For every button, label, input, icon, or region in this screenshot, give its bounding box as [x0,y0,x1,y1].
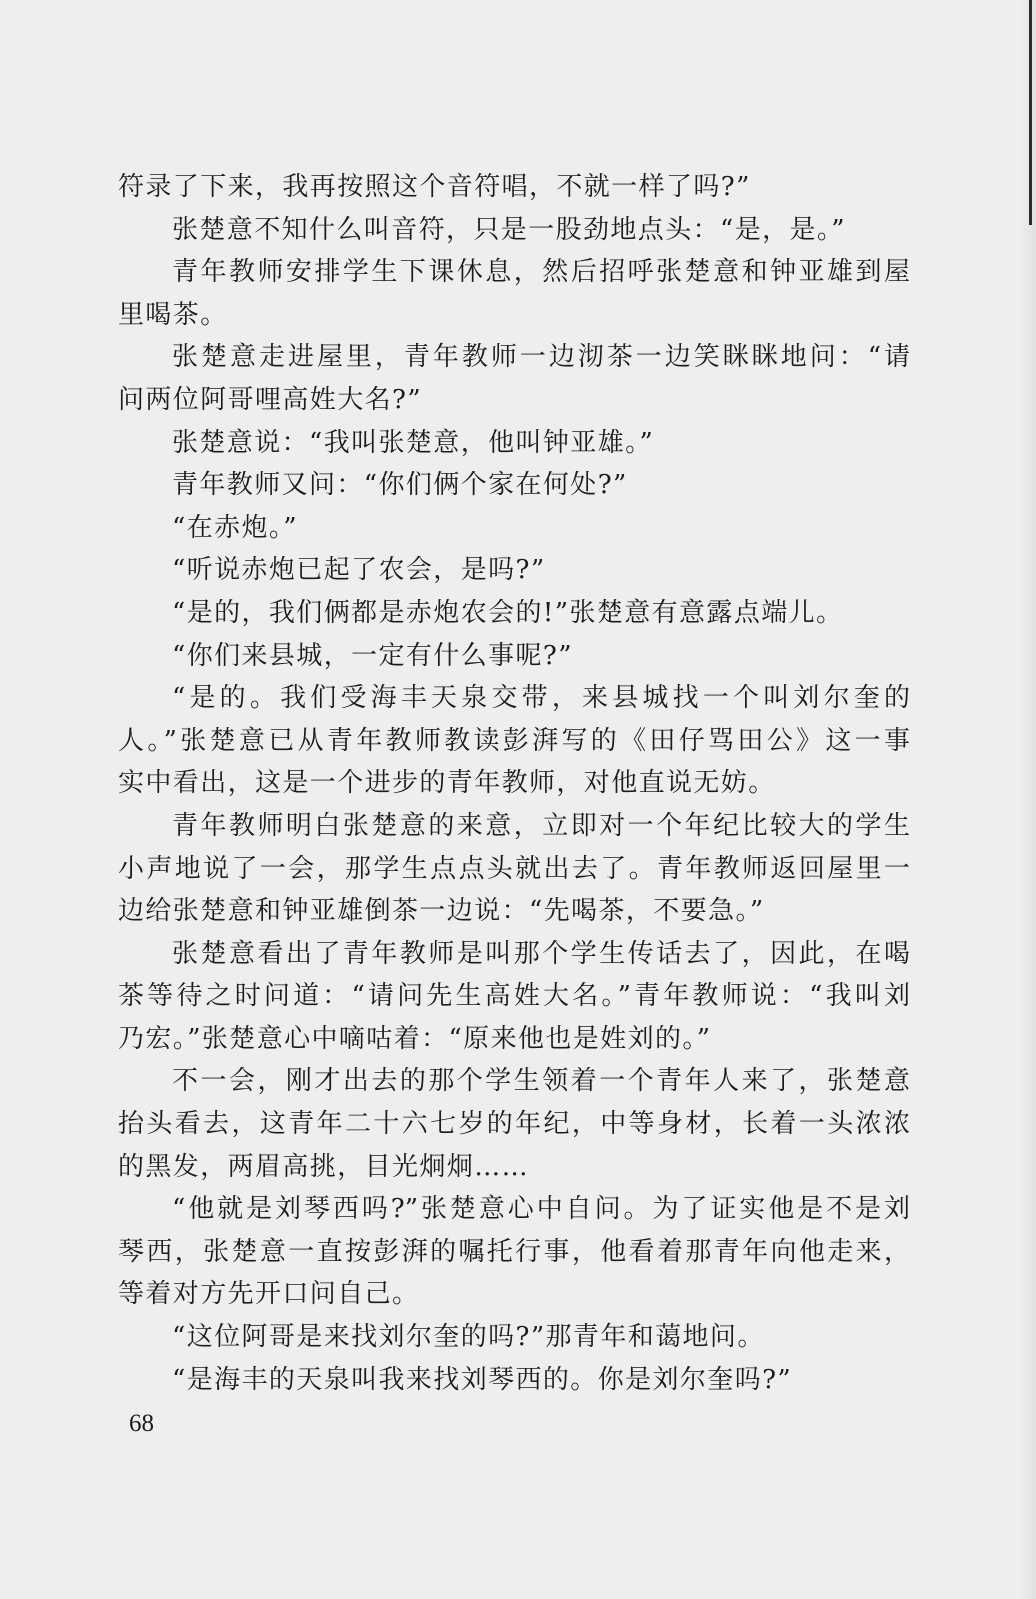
paragraph [118,1316,910,1359]
text-line: “他就是刘琴西吗?”张楚意心中自问。为了证实他是不是刘 [172,1194,910,1225]
text-line: 张楚意不知什么叫音符，只是一股劲地点头：“是，是。” [172,214,846,245]
paragraph [118,677,910,805]
text-line: 实中看出，这是一个进步的青年教师，对他直说无妨。 [118,768,776,799]
paragraph [118,507,910,550]
text-line: 的黑发，两眉高挑，目光炯炯…… [118,1151,530,1182]
paragraph [118,166,910,209]
paragraph [118,635,910,678]
text-line: 乃宏。”张楚意心中嘀咕着：“原来他也是姓刘的。” [118,1023,712,1054]
paragraph [118,209,910,252]
text-line: 边给张楚意和钟亚雄倒茶一边说：“先喝茶，不要急。” [118,896,765,927]
paragraph [118,1060,910,1188]
text-line: 琴西，张楚意一直按彭湃的嘱托行事，他看着那青年向他走来， [118,1236,910,1267]
text-line: “这位阿哥是来找刘尔奎的吗?”那青年和蔼地问。 [172,1322,765,1353]
text-line: 张楚意说：“我叫张楚意，他叫钟亚雄。” [172,427,655,458]
text-line: 小声地说了一会，那学生点点头就出去了。青年教师返回屋里一 [118,853,910,884]
text-line: “听说赤炮已起了农会，是吗?” [172,555,546,586]
body-text [118,166,910,1401]
text-line: “你们来县城，一定有什么事呢?” [172,640,573,671]
paragraph [118,805,910,933]
text-line: 抬头看去，这青年二十六七岁的年纪，中等身材，长着一头浓浓 [118,1109,910,1140]
paragraph [118,1359,910,1402]
text-line: “是海丰的天泉叫我来找刘琴西的。你是刘尔奎吗?” [172,1364,793,1395]
text-line: 问两位阿哥哩高姓大名?” [118,384,423,415]
paragraph [118,336,910,421]
text-line: 等着对方先开口问自己。 [118,1279,420,1310]
text-line: 青年教师安排学生下课休息，然后招呼张楚意和钟亚雄到屋 [172,257,910,288]
paragraph [118,1188,910,1316]
text-line: 张楚意看出了青年教师是叫那个学生传话去了，因此，在喝 [172,938,910,969]
paragraph [118,251,910,336]
text-line: 人。”张楚意已从青年教师教读彭湃写的《田仔骂田公》这一事 [118,725,910,756]
scan-edge-shade [1020,0,1036,1599]
text-line: 里喝茶。 [118,299,228,330]
text-line: 符录了下来，我再按照这个音符唱，不就一样了吗?” [118,172,751,202]
text-line: “是的，我们俩都是赤炮农会的!”张楚意有意露点端儿。 [172,597,844,628]
paragraph [118,422,910,465]
page-number: 68 [129,1410,154,1437]
paragraph [118,549,910,592]
text-line: 茶等待之时问道：“请问先生高姓大名。”青年教师说：“我叫刘 [118,981,910,1012]
paragraph [118,933,910,1061]
text-line: 张楚意走进屋里，青年教师一边沏茶一边笑眯眯地问：“请 [172,342,910,373]
text-line: “在赤炮。” [172,512,298,543]
text-line: “是的。我们受海丰天泉交带，来县城找一个叫刘尔奎的 [172,683,910,714]
paragraph [118,592,910,635]
paragraph [118,464,910,507]
text-line: 不一会，刚才出去的那个学生领着一个青年人来了，张楚意 [172,1066,910,1097]
text-line: 青年教师又问：“你们俩个家在何处?” [172,470,628,501]
text-line: 青年教师明白张楚意的来意，立即对一个年纪比较大的学生 [172,810,910,841]
scan-edge-line [1029,0,1032,225]
